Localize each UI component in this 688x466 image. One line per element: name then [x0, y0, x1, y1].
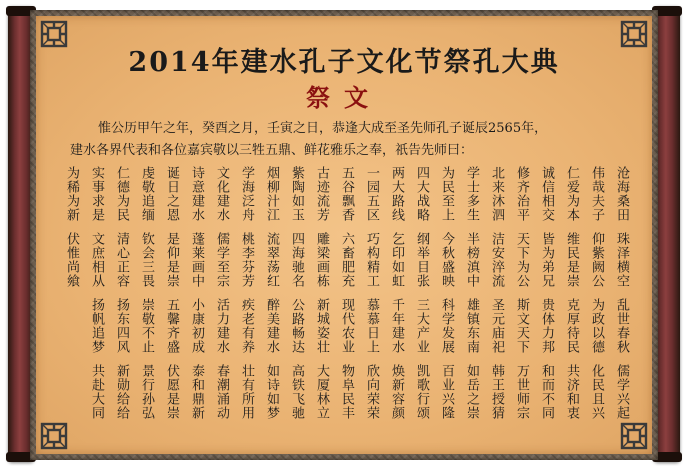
verse-column — [460, 166, 482, 444]
verse-phrase: 科学发展 — [439, 298, 454, 354]
verse-column — [535, 166, 557, 444]
verse-phrase: 半榜滇中 — [464, 232, 479, 288]
verse-column — [610, 166, 632, 444]
verse-phrase: 儒学至宗 — [214, 232, 229, 288]
verse-phrase: 化民且兴 — [589, 364, 604, 420]
verse-phrase: 四海驰名 — [289, 232, 304, 288]
verse-phrase: 大厦林立 — [314, 364, 329, 420]
verse-phrase: 沧海桑田 — [614, 166, 629, 222]
verse-phrase: 雕梁画栋 — [314, 232, 329, 288]
verse-phrase: 烟柳汁江 — [264, 166, 279, 222]
verse-phrase: 纲举目张 — [414, 232, 429, 288]
verse-column — [110, 166, 132, 444]
verse-phrase: 崇敬不止 — [139, 298, 154, 354]
verse-phrase: 古迹流芳 — [314, 166, 329, 222]
verse-phrase: 仰紫阙公 — [589, 232, 604, 288]
verse-phrase: 蓬莱画中 — [189, 232, 204, 288]
verse-column — [135, 166, 157, 444]
verse-phrase: 北来沐泗 — [489, 166, 504, 222]
verse-phrase: 伏惟尚飨 — [64, 232, 79, 288]
verse-column — [210, 166, 232, 444]
verse-phrase: 圣元庙祀 — [489, 298, 504, 354]
verse-phrase: 小康初成 — [189, 298, 204, 354]
verse-phrase: 克厚待民 — [564, 298, 579, 354]
verse-phrase: 扬帆追梦 — [89, 298, 104, 354]
verse-phrase: 桃李芬芳 — [239, 232, 254, 288]
verse-phrase: 修齐治平 — [514, 166, 529, 222]
verse-phrase: 为政以德 — [589, 298, 604, 354]
verse-phrase: 和而不同 — [539, 364, 554, 420]
verse-phrase: 韩王授猜 — [489, 364, 504, 420]
verse-phrase: 万世师宗 — [514, 364, 529, 420]
verse-phrase: 五谷飘香 — [339, 166, 354, 222]
verse-column — [235, 166, 257, 444]
verse-phrase: 如诗如梦 — [264, 364, 279, 420]
verse-phrase: 贵体力邦 — [539, 298, 554, 354]
verse-phrase: 伟哉夫子 — [589, 166, 604, 222]
verse-phrase: 两大路线 — [389, 166, 404, 222]
document-title: 2014年建水孔子文化节祭孔大典 — [128, 47, 560, 78]
verse-column — [160, 166, 182, 444]
verse-column — [510, 166, 532, 444]
verse-column — [485, 166, 507, 444]
document-subtitle: 祭文 — [306, 83, 382, 112]
intro-line: 建水各界代表和各位嘉宾敬以三牲五鼎、鲜花雅乐之奉，祇告先师曰： — [70, 143, 474, 158]
verse-column — [585, 166, 607, 444]
verse-phrase: 高铁飞驰 — [289, 364, 304, 420]
verse-phrase: 百业兴隆 — [439, 364, 454, 420]
verse-phrase: 诚信相交 — [539, 166, 554, 222]
verse-phrase: 醉美建水 — [264, 298, 279, 354]
verse-phrase: 皆为弟兄 — [539, 232, 554, 288]
verse-phrase: 巧构精工 — [364, 232, 379, 288]
verse-phrase: 扬东四风 — [114, 298, 129, 354]
intro-line: 惟公历甲午之年，癸酉之月，壬寅之日，恭逢大成至圣先师孔子诞辰2565年， — [98, 121, 548, 136]
verse-column — [185, 166, 207, 444]
verse-column — [85, 166, 107, 444]
verse-phrase: 为民至上 — [439, 166, 454, 222]
verse-phrase: 六畜肥充 — [339, 232, 354, 288]
verse-phrase: 雄镇东南 — [464, 298, 479, 354]
verse-column — [385, 166, 407, 444]
verse-phrase: 天下为公 — [514, 232, 529, 288]
verse-phrase: 文化建水 — [214, 166, 229, 222]
verse-phrase: 虔敬追缅 — [139, 166, 154, 222]
verse-phrase: 慕慕日上 — [364, 298, 379, 354]
verse-phrase: 三大产业 — [414, 298, 429, 354]
verse-phrase: 钦会三畏 — [139, 232, 154, 288]
verse-phrase: 是仰是崇 — [164, 232, 179, 288]
verse-phrase: 公路畅达 — [289, 298, 304, 354]
verse-phrase: 珠泽横空 — [614, 232, 629, 288]
verse-phrase: 清心正容 — [114, 232, 129, 288]
verse-phrase: 儒学兴起 — [614, 364, 629, 420]
intro-paragraph — [70, 118, 626, 162]
verse-phrase: 壮有所用 — [239, 364, 254, 420]
verse-phrase: 四大战略 — [414, 166, 429, 222]
verse-phrase: 物阜民丰 — [339, 364, 354, 420]
verse-phrase: 仁爱为本 — [564, 166, 579, 222]
verse-phrase: 乞印如虹 — [389, 232, 404, 288]
verse-column — [560, 166, 582, 444]
verse-phrase: 仁德为民 — [114, 166, 129, 222]
verse-column — [410, 166, 432, 444]
verse-phrase: 如岳之崇 — [464, 364, 479, 420]
verse-phrase: 学士多生 — [464, 166, 479, 222]
verse-phrase: 现代农业 — [339, 298, 354, 354]
verse-column — [285, 166, 307, 444]
verse-phrase: 流翠荡红 — [264, 232, 279, 288]
verse-phrase: 景行孙弘 — [139, 364, 154, 420]
verse-phrase: 紫陶如玉 — [289, 166, 304, 222]
verse-phrase: 千年建水 — [389, 298, 404, 354]
verse-phrase: 活力建水 — [214, 298, 229, 354]
verse-phrase: 今秋盛映 — [439, 232, 454, 288]
verse-column — [260, 166, 282, 444]
verse-phrase: 五馨齐盛 — [164, 298, 179, 354]
verse-phrase: 实事求是 — [89, 166, 104, 222]
verse-phrase: 疾老有养 — [239, 298, 254, 354]
verse-phrase: 共赴大同 — [89, 364, 104, 420]
verse-column — [335, 166, 357, 444]
verse-column — [435, 166, 457, 444]
verse-columns — [60, 166, 632, 444]
verse-phrase: 文庶相从 — [89, 232, 104, 288]
verse-phrase: 伏愿是崇 — [164, 364, 179, 420]
verse-phrase: 诗意建水 — [189, 166, 204, 222]
verse-phrase: 维民是崇 — [564, 232, 579, 288]
verse-column — [360, 166, 382, 444]
verse-column — [310, 166, 332, 444]
verse-phrase: 共济和衷 — [564, 364, 579, 420]
verse-phrase: 乱世春秋 — [614, 298, 629, 354]
verse-phrase: 泰和鼎新 — [189, 364, 204, 420]
verse-phrase: 学海泛舟 — [239, 166, 254, 222]
verse-phrase: 诞日之恩 — [164, 166, 179, 222]
verse-phrase: 为稀为新 — [64, 166, 79, 222]
verse-phrase: 斯文天下 — [514, 298, 529, 354]
verse-phrase: 焕新容颜 — [389, 364, 404, 420]
verse-phrase: 洁安淬流 — [489, 232, 504, 288]
verse-phrase: 凯歌行颂 — [414, 364, 429, 420]
verse-phrase: 一园五区 — [364, 166, 379, 222]
verse-phrase: 欣向荣荣 — [364, 364, 379, 420]
verse-phrase: 新勋给给 — [114, 364, 129, 420]
verse-phrase: 新城姿壮 — [314, 298, 329, 354]
verse-column — [60, 166, 82, 444]
verse-phrase: 春潮涌动 — [214, 364, 229, 420]
